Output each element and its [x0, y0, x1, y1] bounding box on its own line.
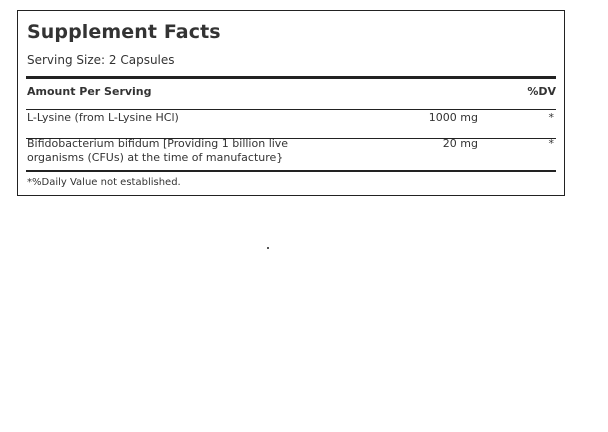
serving-size: Serving Size: 2 Capsules: [27, 53, 175, 67]
ingredient-dv: *: [548, 111, 554, 124]
daily-value-header: %DV: [527, 85, 556, 98]
ingredient-amount: 20 mg: [442, 137, 478, 150]
stray-dot: [267, 247, 269, 249]
bottom-divider: [26, 170, 556, 172]
ingredient-name: L-Lysine (from L-Lysine HCl): [27, 111, 179, 124]
ingredient-name: Bifidobacterium bifidum [Providing 1 billion live organisms (CFUs) at the time of manufacture}: [27, 137, 289, 164]
supplement-facts-panel: [17, 10, 565, 196]
footnote: *%Daily Value not established.: [27, 177, 181, 188]
amount-per-serving-header: Amount Per Serving: [27, 85, 152, 98]
panel-title: Supplement Facts: [27, 21, 221, 43]
ingredient-amount: 1000 mg: [428, 111, 478, 124]
ingredient-dv: *: [548, 137, 554, 150]
thick-divider: [26, 76, 556, 79]
divider: [26, 109, 556, 110]
